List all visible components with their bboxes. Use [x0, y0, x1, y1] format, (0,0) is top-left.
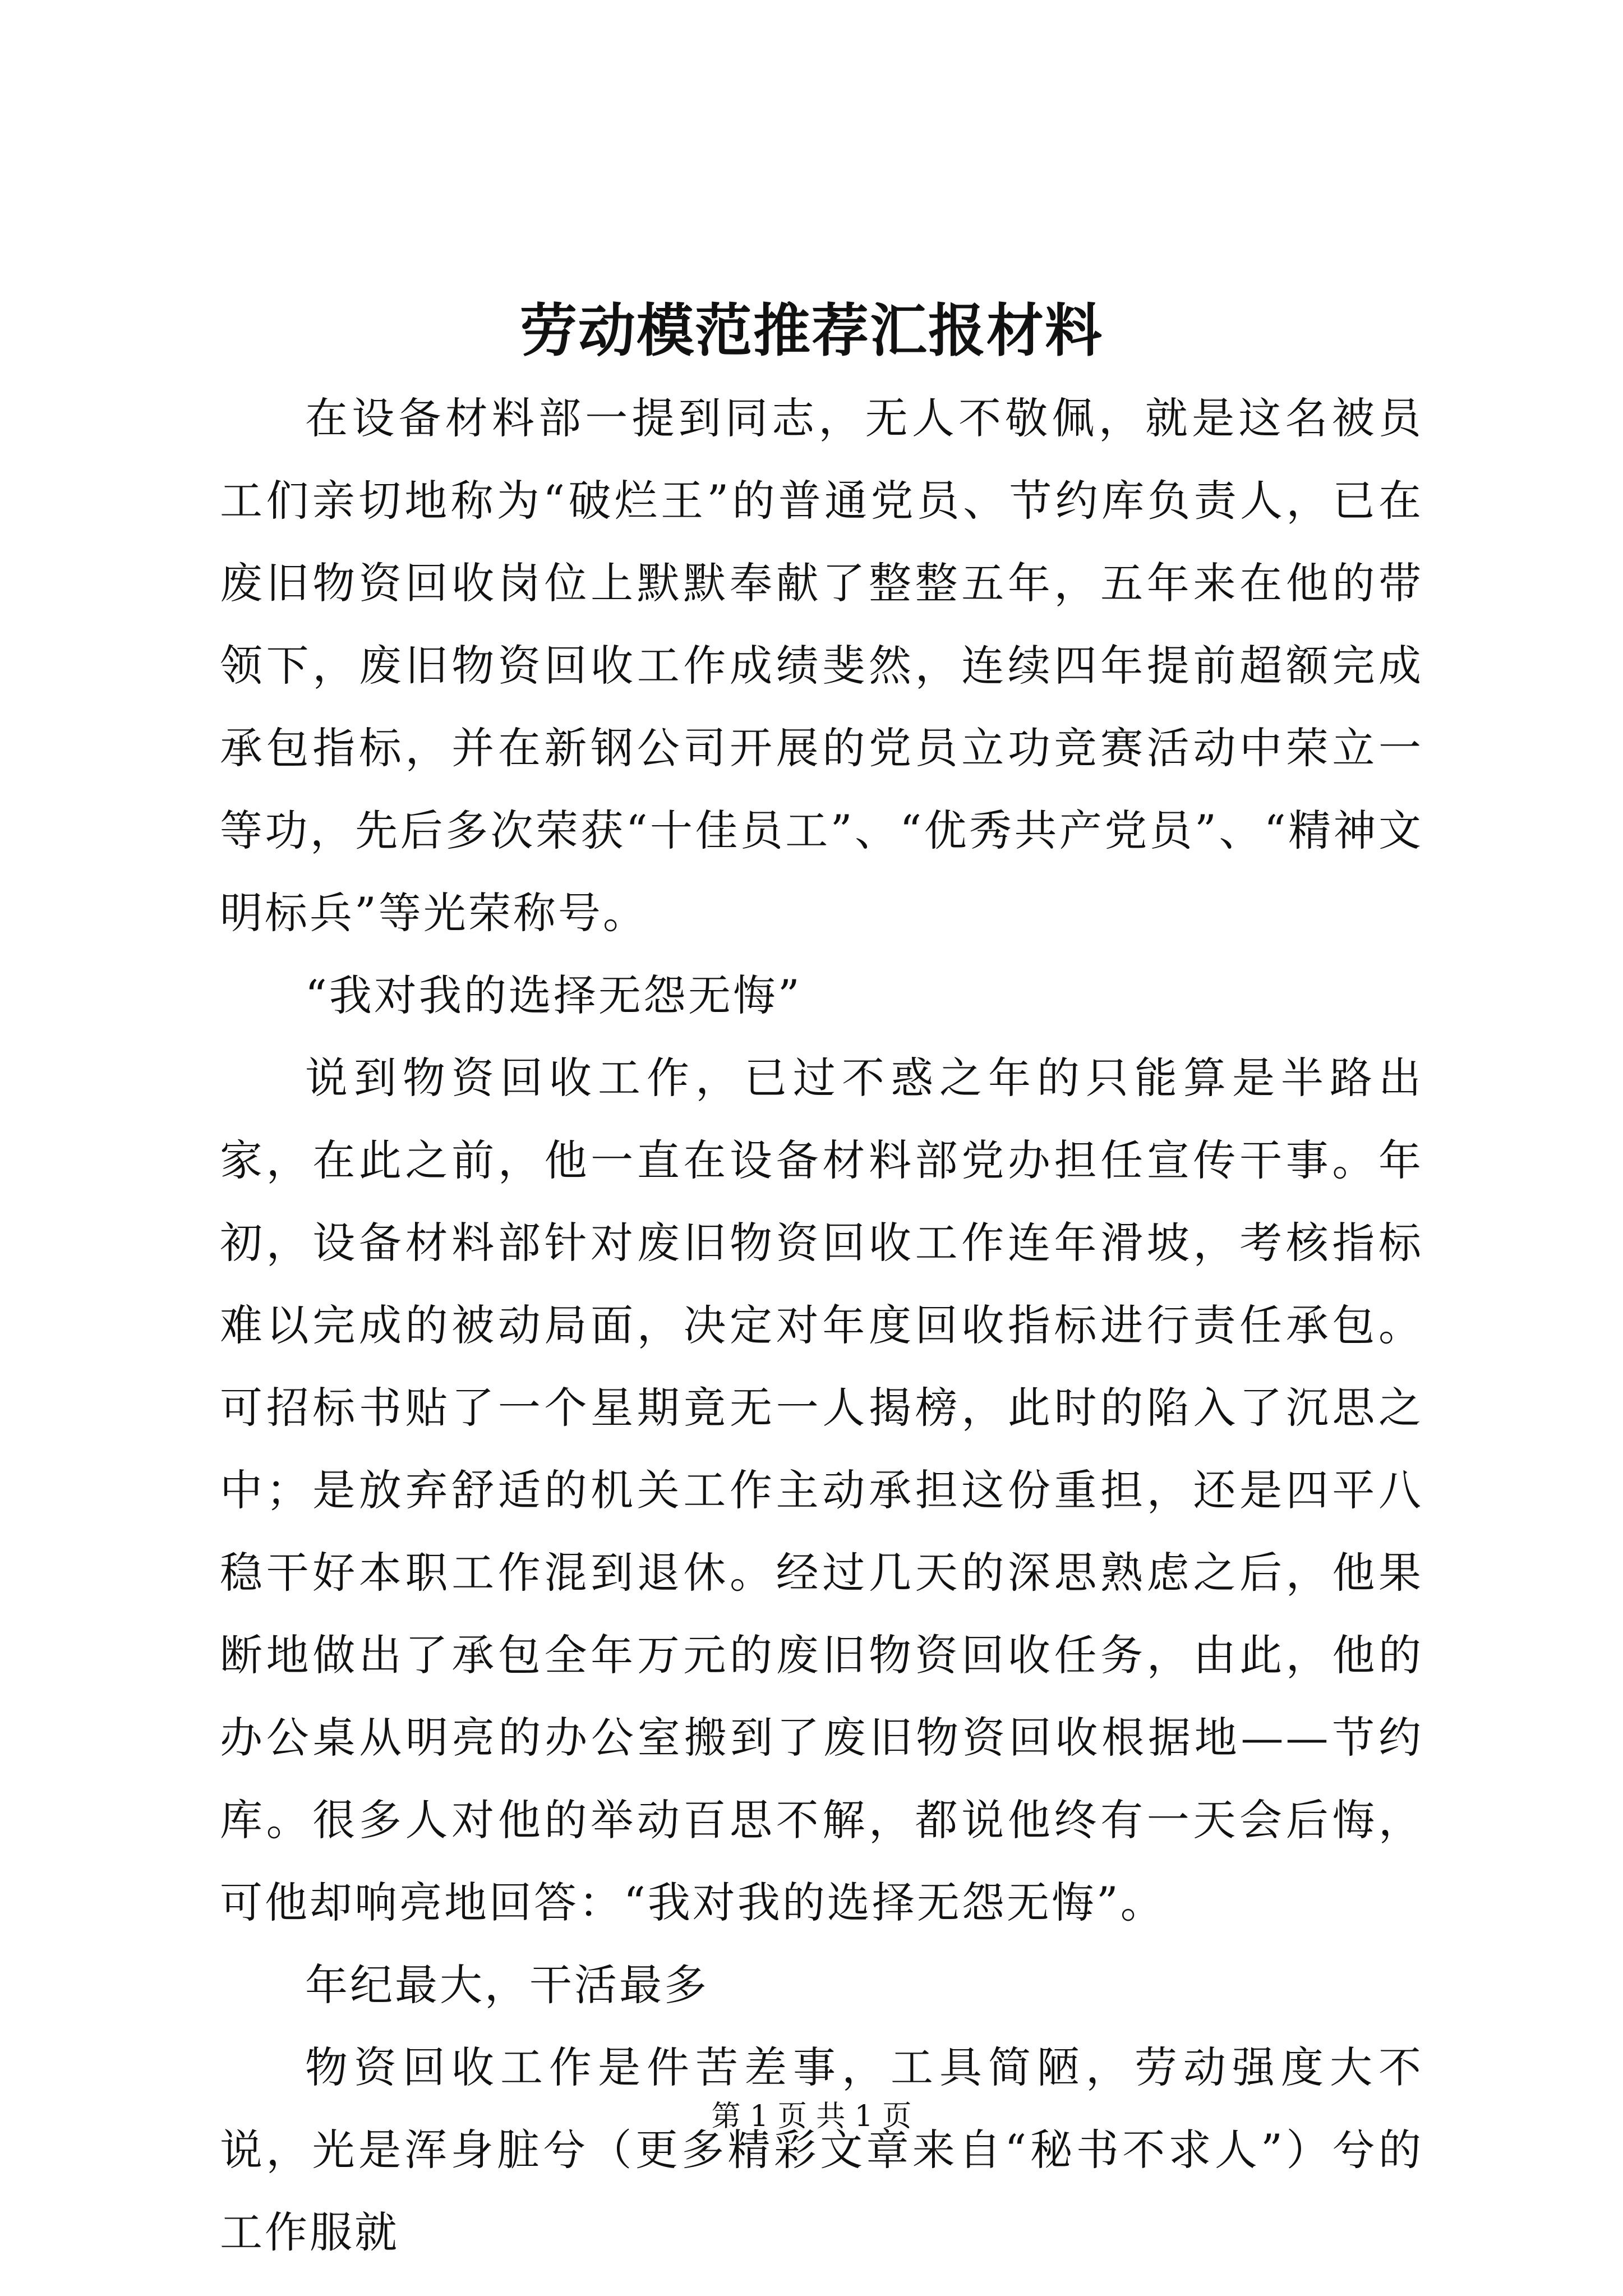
intro-paragraph: 在设备材料部一提到同志，无人不敬佩，就是这名被员工们亲切地称为“破烂王”的普通党员、节约库负责人，已在废旧物资回收岗位上默默奉献了整整五年，五年来在他的带领下，废旧物资回收工作成绩斐然，连续四年提前超额完成承包指标，并在新钢公司开展的党员立功竞赛活动中荣立一等功，先后多次荣获“十佳员工”、“优秀共产党员”、“精神文明标兵”等光荣称号。	[220, 393, 1423, 938]
document-body	[220, 377, 1423, 2274]
recycling-story-paragraph: 说到物资回收工作，已过不惑之年的只能算是半路出家，在此之前，他一直在设备材料部党办担任宣传干事。年初，设备材料部针对废旧物资回收工作连年滑坡，考核指标难以完成的被动局面，决定对年度回收指标进行责任承包。可招标书贴了一个星期竟无一人揭榜，此时的陷入了沉思之中；是放弃舒适的机关工作主动承担这份重担，还是四平八稳干好本职工作混到退休。经过几天的深思熟虑之后，他果断地做出了承包全年万元的废旧物资回收任务，由此，他的办公桌从明亮的办公室搬到了废旧物资回收根据地——节约库。很多人对他的举动百思不解，都说他终有一天会后悔，可他却响亮地回答：“我对我的选择无怨无悔”。	[220, 1053, 1423, 1927]
hard-work-paragraph: 物资回收工作是件苦差事，工具简陋，劳动强度大不说，光是浑身脏兮（更多精彩文章来自“秘书不求人”）兮的工作服就	[220, 2042, 1423, 2257]
page-footer: 第 1 页 共 1 页	[711, 2100, 912, 2133]
section-heading-no-regret: “我对我的选择无怨无悔”	[305, 970, 802, 1020]
document-title: 劳动模范推荐汇报材料	[520, 297, 1103, 365]
section-heading-oldest-hardest: 年纪最大，干活最多	[305, 1960, 709, 2010]
